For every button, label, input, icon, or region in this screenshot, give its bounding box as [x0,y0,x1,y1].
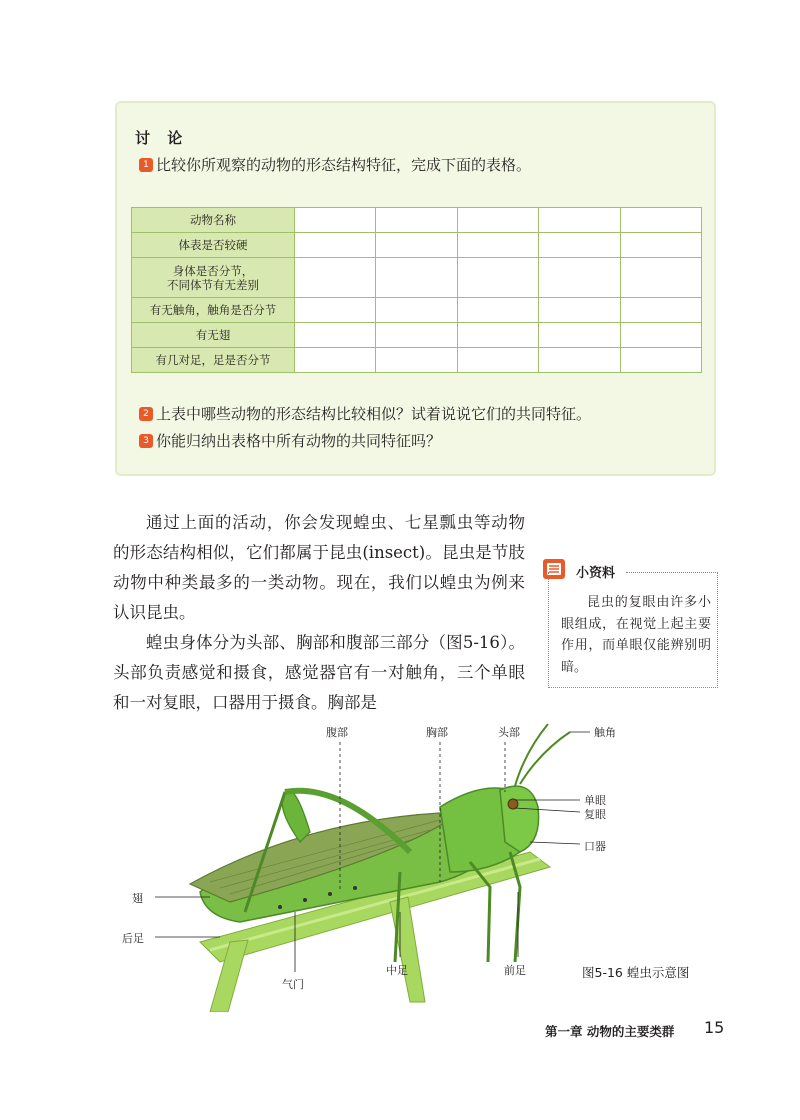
question-1-text: 比较你所观察的动物的形态结构特征，完成下面的表格。 [156,156,532,174]
table-row [132,233,702,258]
table-cell[interactable] [457,233,538,258]
label-fore-leg: 前足 [504,964,526,977]
row-label: 动物名称 [132,208,295,233]
body-paragraph-2: 蝗虫身体分为头部、胸部和腹部三部分（图5-16）。头部负责感觉和摄食，感觉器官有一对触角，三个单眼和一对复眼，口器用于摄食。胸部是 [113,633,525,712]
label-head: 头部 [498,726,520,739]
question-2-text: 上表中哪些动物的形态结构比较相似？试着说说它们的共同特征。 [156,405,592,423]
label-compound-eye: 复眼 [584,808,606,821]
table-cell[interactable] [620,233,701,258]
table-cell[interactable] [620,208,701,233]
table-cell[interactable] [376,233,457,258]
table-cell[interactable] [295,348,376,373]
label-mid-leg: 中足 [386,964,408,977]
table-cell[interactable] [376,208,457,233]
table-cell[interactable] [457,298,538,323]
label-mouthparts: 口器 [584,840,606,853]
table-cell[interactable] [295,233,376,258]
table-cell[interactable] [457,323,538,348]
comparison-table [131,207,702,373]
row-label: 有无翅 [132,323,295,348]
table-cell[interactable] [457,208,538,233]
label-abdomen: 腹部 [326,726,348,739]
table-row [132,208,702,233]
question-number-badge: 2 [139,407,153,421]
table-cell[interactable] [539,258,620,298]
label-hind-leg: 后足 [122,932,144,945]
table-row [132,298,702,323]
question-1 [139,154,531,175]
question-3 [139,430,441,451]
table-row [132,348,702,373]
table-cell[interactable] [539,298,620,323]
table-cell[interactable] [295,258,376,298]
table-cell[interactable] [539,233,620,258]
chapter-footer: 第一章 动物的主要类群 [545,1024,675,1039]
table-cell[interactable] [620,258,701,298]
table-cell[interactable] [539,323,620,348]
row-label: 体表是否较硬 [132,233,295,258]
table-row [132,323,702,348]
table-cell[interactable] [376,323,457,348]
discussion-title: 讨 论 [135,129,189,147]
discussion-box [115,101,716,476]
label-antenna: 触角 [594,726,616,739]
sidebar-note [548,572,718,688]
table-cell[interactable] [295,323,376,348]
table-cell[interactable] [295,208,376,233]
table-cell[interactable] [295,298,376,323]
table-cell[interactable] [539,208,620,233]
table-cell[interactable] [376,258,457,298]
table-cell[interactable] [376,348,457,373]
table-cell[interactable] [457,348,538,373]
figure-caption: 图5-16 蝗虫示意图 [582,965,690,980]
table-cell[interactable] [620,298,701,323]
question-2 [139,403,591,424]
row-label: 有几对足，足是否分节 [132,348,295,373]
table-row [132,258,702,298]
row-label: 身体是否分节， 不同体节有无差别 [132,258,295,298]
question-number-badge: 1 [139,158,153,172]
label-spiracle: 气门 [282,978,304,991]
table-cell[interactable] [376,298,457,323]
label-thorax: 胸部 [426,726,448,739]
table-cell[interactable] [620,348,701,373]
label-wing: 翅 [132,892,143,905]
page-number: 15 [704,1018,725,1037]
sidebar-title: 小资料 [576,566,616,581]
body-paragraph-1: 通过上面的活动，你会发现蝗虫、七星瓢虫等动物的形态结构相似，它们都属于昆虫(insect)。昆虫是节肢动物中种类最多的一类动物。现在，我们以蝗虫为例来认识昆虫。 [113,513,525,622]
question-3-text: 你能归纳出表格中所有动物的共同特征吗？ [156,432,442,450]
table-cell[interactable] [620,323,701,348]
row-label: 有无触角，触角是否分节 [132,298,295,323]
question-number-badge: 3 [139,434,153,448]
table-cell[interactable] [457,258,538,298]
table-cell[interactable] [539,348,620,373]
label-simple-eye: 单眼 [584,794,606,807]
sidebar-text: 昆虫的复眼由许多小眼组成，在视觉上起主要作用，而单眼仅能辨别明暗。 [561,595,711,675]
